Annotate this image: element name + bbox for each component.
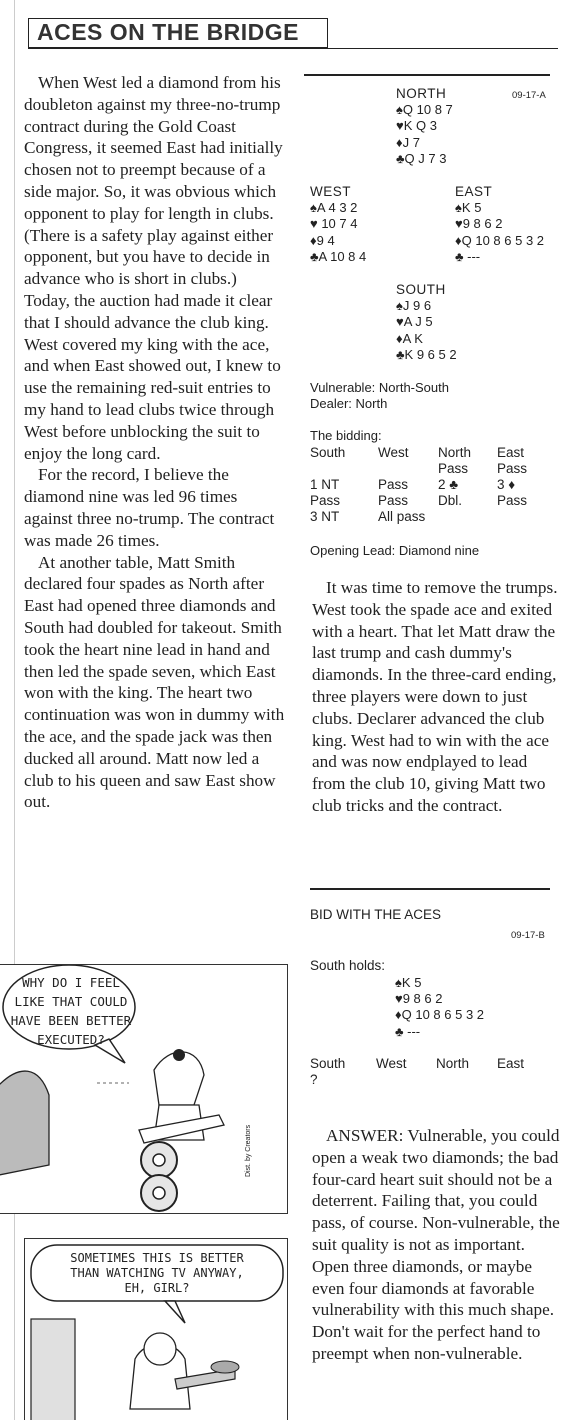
seat-east: East <box>497 1056 525 1071</box>
article-left-column <box>24 72 286 813</box>
article-paragraph: When West led a diamond from his doubleton against my three-no-trump contract during the Gold Coast Congress, it seemed East had initially chosen not to preempt because of a side major. So, it was obvious which opponent to play for length in clubs. (There is a safety play against either opponent, but you have to decide in advance who is short in clubs.) Today, the auction had made it clear that I should advance the club king. West covered my king with the ace, and when East showed out, I knew to use the remaining red-suit entries to my hand to lead clubs twice through West before unblocking the suit to enjoy the long card. <box>24 73 283 463</box>
bid-cell <box>497 509 527 525</box>
vulnerable-text: Vulnerable: North-South <box>310 380 449 395</box>
bid-cell: Pass <box>378 493 409 508</box>
holding-hearts: ♥9 8 6 2 <box>395 991 443 1007</box>
holding-spades: ♠K 5 <box>395 975 422 990</box>
article-paragraph: For the record, I believe the diamond nine was led 96 times against three no-trump. The contract was made 26 times. <box>24 465 275 550</box>
north-spades: ♠Q 10 8 7 <box>396 102 453 118</box>
west-label: WEST <box>310 184 351 199</box>
deal-top-rule <box>304 74 550 76</box>
seat-south: South <box>310 1056 346 1071</box>
bid-cell: Pass <box>438 461 469 476</box>
bid-cell: 3 ♦ <box>497 477 516 492</box>
bid-cell: Pass <box>497 461 528 476</box>
east-diamonds: ♦Q 10 8 6 5 3 2 <box>455 232 545 248</box>
answer-column <box>312 1125 562 1365</box>
bid-cell: Dbl. <box>438 493 463 508</box>
deal-conditions <box>310 380 449 412</box>
bid-cell: Pass <box>310 493 341 508</box>
article-right-column <box>312 577 562 817</box>
bidding-column-east <box>497 445 527 525</box>
east-clubs: ♣ --- <box>455 248 481 264</box>
bid-cell <box>310 461 345 477</box>
comic-1-line: WHY DO I FEEL <box>22 975 120 990</box>
south-label: SOUTH <box>396 282 446 297</box>
north-clubs: ♣Q J 7 3 <box>396 150 447 166</box>
bid-cell <box>378 461 425 477</box>
answer-paragraph: ANSWER: Vulnerable, you could open a weak two diamonds; the bad four-card heart suit should not be a deterrent. Failing that, you could pass, of course. Non-vulnerable, the suit quality is not as important. Open three diamonds, or maybe even four diamonds at favorable vulnerability with this much shape. Don't wait for the perfect hand to preempt when non-vulnerable. <box>312 1126 560 1363</box>
north-diamonds: ♦J 7 <box>396 134 420 150</box>
bidding-column-south <box>310 445 345 525</box>
south-spades: ♠J 9 6 <box>396 298 432 314</box>
bid-cell: Pass <box>497 493 528 508</box>
south-holding <box>395 975 484 1040</box>
dealer-text: Dealer: North <box>310 396 388 412</box>
comic-2-speech <box>33 1251 281 1296</box>
bid-section-rule <box>310 888 550 890</box>
deal-code: 09-17-A <box>512 90 546 101</box>
bid-cell: 1 NT <box>310 477 340 492</box>
west-diamonds: ♦9 4 <box>310 232 335 248</box>
east-hearts: ♥9 8 6 2 <box>455 216 503 232</box>
bid-cell: All pass <box>378 509 426 524</box>
opening-lead: Opening Lead: Diamond nine <box>310 543 480 558</box>
bid-cell <box>438 509 471 525</box>
bid-cell: 3 NT <box>310 509 340 524</box>
south-clubs: ♣K 9 6 5 2 <box>396 346 457 362</box>
bid-cell: Pass <box>378 477 409 492</box>
bid-cell: North <box>438 445 472 460</box>
south-holds-label: South holds: <box>310 958 386 973</box>
article-paragraph: It was time to remove the trumps. West took the spade ace and exited with a heart. That let Matt draw the last trump and cash dummy's diamonds. In the three-card ending, three players were down to just clubs. Declarer advanced the club king. West had to win with the ace and was now endplayed to lead from the club 10, giving Matt two club tricks and the contract. <box>312 578 558 815</box>
north-hand <box>396 86 453 167</box>
east-spades: ♠K 5 <box>455 200 482 216</box>
holding-clubs: ♣ --- <box>395 1023 421 1039</box>
comic-panel-1 <box>0 964 288 1214</box>
comic-2-line: EH, GIRL? <box>124 1281 190 1295</box>
bidding-column-west <box>378 445 425 525</box>
comic-2-line: SOMETIMES THIS IS BETTER <box>70 1251 244 1265</box>
comic-1-credit: Dist. by Creators <box>245 1124 252 1177</box>
bid-question-mark: ? <box>310 1072 318 1087</box>
south-hand <box>396 282 457 363</box>
bid-cell: South <box>310 445 346 460</box>
seat-west: West <box>376 1056 407 1071</box>
west-hand <box>310 184 366 265</box>
west-clubs: ♣A 10 8 4 <box>310 248 367 264</box>
bidding-column-north <box>438 445 471 525</box>
column-masthead <box>28 18 328 48</box>
bid-section-code: 09-17-B <box>511 930 545 941</box>
bid-section-title: BID WITH THE ACES <box>310 907 442 922</box>
west-spades: ♠A 4 3 2 <box>310 200 358 216</box>
east-label: EAST <box>455 184 493 199</box>
masthead-rule <box>28 48 558 49</box>
article-paragraph: At another table, Matt Smith declared four spades as North after East had opened three diamonds and South had doubled for takeout. Smith took the heart nine lead in hand and then led the spade seven, which East won with the king. The heart two continuation was won in dummy with the ace, and the spade jack was then ducked all around. Matt now led a club to his queen and saw East show out. <box>24 552 285 812</box>
bidding-label: The bidding: <box>310 428 382 443</box>
north-hearts: ♥K Q 3 <box>396 118 437 134</box>
south-diamonds: ♦A K <box>396 330 423 346</box>
comic-panel-2 <box>24 1238 288 1420</box>
comic-2-line: THAN WATCHING TV ANYWAY, <box>70 1266 244 1280</box>
bid-cell: West <box>378 445 409 460</box>
column-title: ACES ON THE BRIDGE <box>37 19 300 45</box>
west-hearts: ♥ 10 7 4 <box>310 216 358 232</box>
north-label: NORTH <box>396 86 447 101</box>
east-hand <box>455 184 544 265</box>
comic-1-line: EXECUTED? <box>37 1032 105 1047</box>
comic-1-line: LIKE THAT COULD <box>14 994 128 1009</box>
comic-1-speech <box>9 973 133 1049</box>
holding-diamonds: ♦Q 10 8 6 5 3 2 <box>395 1007 485 1023</box>
south-hearts: ♥A J 5 <box>396 314 433 330</box>
seat-north: North <box>436 1056 470 1071</box>
comic-1-line: HAVE BEEN BETTER <box>10 1013 132 1028</box>
bid-cell: East <box>497 445 525 460</box>
bid-cell: 2 ♣ <box>438 477 459 492</box>
